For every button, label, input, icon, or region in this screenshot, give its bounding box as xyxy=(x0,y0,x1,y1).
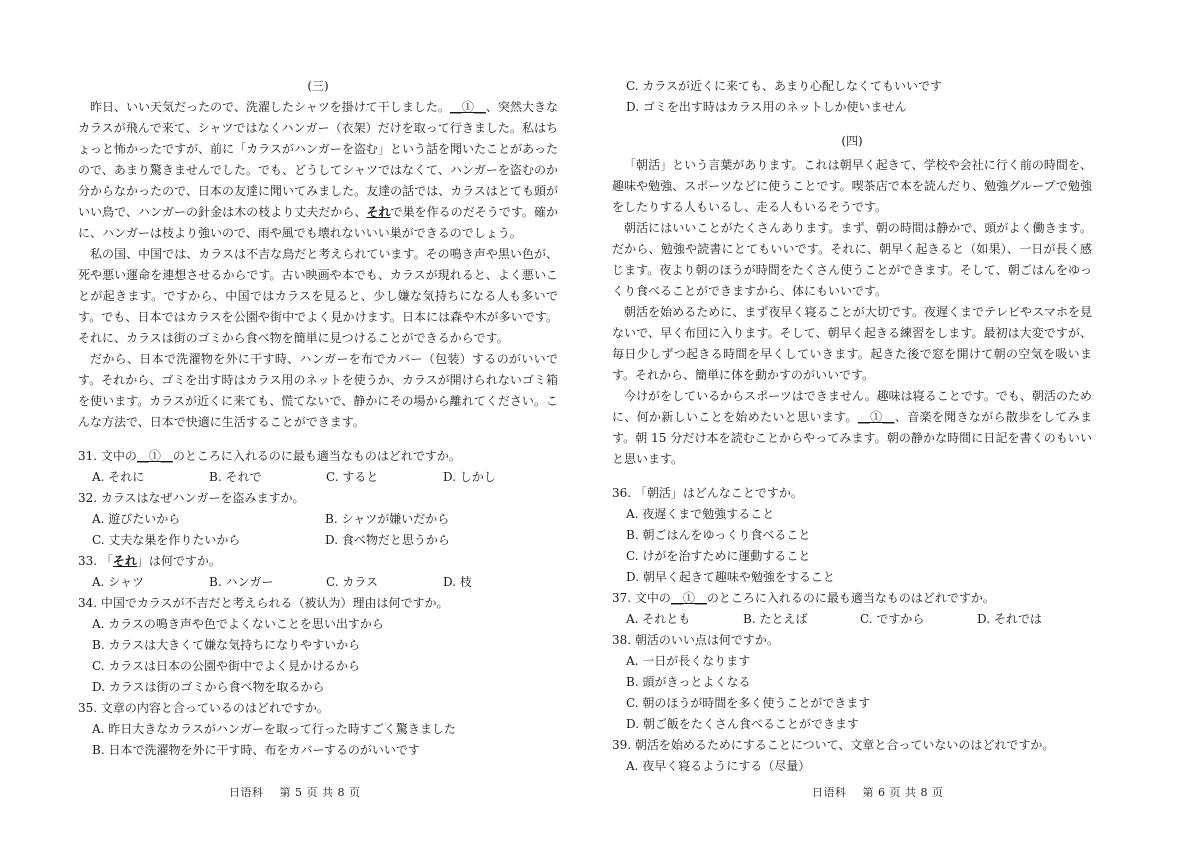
question-34-stem: 34. 中国でカラスが不吉だと考えられる（被认为）理由は何ですか。 xyxy=(78,596,449,610)
q31-option-a: A. それに xyxy=(92,470,145,484)
section-3-paragraph-3: だから、日本で洗濯物を外に干す時、ハンガーを布でカバー（包装）するのがいいです。それから、ゴミを出す時はカラス用のネットを使うか、カラスが開けられないゴミ箱を使います。カラスが近くに来ても、慌てないで、静かにその場から離れてください。こんな方法で、日本で快適に生活することができます。 xyxy=(78,352,558,429)
blank-1-section-4: __①__ xyxy=(857,410,895,424)
question-37-stem: 37. 文中の__①__のところに入れるのに最も適当なものはどれですか。 xyxy=(612,591,995,605)
question-37 xyxy=(612,588,1092,630)
page-5-footer: 日语科 第 5 页 共 8 页 xyxy=(229,786,361,799)
page-6-column xyxy=(612,0,1092,848)
q31-option-c: C. すると xyxy=(326,470,379,484)
question-35 xyxy=(78,698,558,761)
q37-option-c: C. ですから xyxy=(860,612,925,626)
q37-option-a: A. それとも xyxy=(626,612,691,626)
q32-option-d: D. 食べ物だと思うから xyxy=(325,533,450,547)
q31-option-b: B. それで xyxy=(209,470,262,484)
q35-option-b: B. 日本で洗濯物を外に干す時、布をカバーするのがいいです xyxy=(92,743,420,757)
q31-option-d: D. しかし xyxy=(443,470,496,484)
q38-option-c: C. 朝のほうが時間を多く使うことができます xyxy=(626,696,871,710)
underlined-sore: それ xyxy=(366,205,391,219)
q33-option-a: A. シャツ xyxy=(92,575,145,589)
q33-option-d: D. 枝 xyxy=(443,575,472,589)
q38-option-a: A. 一日が長くなります xyxy=(626,654,751,668)
section-4-paragraph-4: 今けがをしているからスポーツはできません。趣味は寝ることです。でも、朝活のために、何か新しいことを始めたいと思います。__①__、音楽を聞きながら散歩をしてみます。朝 15 分だけ本を読むことからやってみます。朝の静かな時間に日記を書くのもいいと思います。 xyxy=(612,389,1092,466)
question-37-blank: __①__ xyxy=(670,591,707,605)
q35-option-a: A. 昨日大きなカラスがハンガーを取って行った時すごく驚きました xyxy=(92,722,456,736)
section-3-paragraph-2: 私の国、中国では、カラスは不吉な鳥だと考えられています。その鳴き声や黒い色が、死や悪い運命を連想させるからです。古い映画や本でも、カラスが現れると、よく悪いことが起きます。ですから、中国ではカラスを見ると、少し嫌な気持ちになる人も多いです。でも、日本ではカラスを公園や街中でよく見かけます。日本には森や木が多いです。それに、カラスは街のゴミから食べ物を簡単に見つけることができるからです。 xyxy=(78,247,558,345)
q34-option-d: D. カラスは街のゴミから食べ物を取るから xyxy=(92,680,325,694)
question-38 xyxy=(612,630,1092,735)
q35-option-c: C. カラスが近くに来ても、あまり心配しなくてもいいです xyxy=(626,79,943,93)
q32-option-b: B. シャツが嫌いだから xyxy=(325,512,450,526)
q32-option-c: C. 丈夫な巣を作りたいから xyxy=(92,533,241,547)
question-35-stem: 35. 文章の内容と合っているのはどれですか。 xyxy=(78,701,329,715)
question-33-word: それ xyxy=(112,554,137,568)
blank-1: __①__ xyxy=(449,100,486,114)
q34-option-b: B. カラスは大きくて嫌な気持ちになりやすいから xyxy=(92,638,361,652)
question-38-stem: 38. 朝活のいい点は何ですか。 xyxy=(612,633,779,647)
question-32 xyxy=(78,488,558,551)
q37-option-d: D. それでは xyxy=(977,612,1042,626)
q38-option-d: D. 朝ご飯をたくさん食べることができます xyxy=(626,717,859,731)
q36-option-a: A. 夜遅くまで勉強すること xyxy=(626,507,775,521)
q34-option-a: A. カラスの鳴き声や色でよくないことを思い出すから xyxy=(92,617,384,631)
question-36 xyxy=(612,483,1092,588)
section-3-title: (三) xyxy=(307,79,329,93)
q39-option-a: A. 夜早く寝るようにする（尽量） xyxy=(626,759,811,773)
section-4-title: (四) xyxy=(841,134,863,148)
question-33 xyxy=(78,551,558,593)
q36-option-d: D. 朝早く起きて趣味や勉強をすること xyxy=(626,570,835,584)
q38-option-b: B. 頭がきっとよくなる xyxy=(626,675,751,689)
question-39 xyxy=(612,735,1092,777)
q32-option-a: A. 遊びたいから xyxy=(92,512,181,526)
section-4-paragraph-2: 朝活にはいいことがたくさんあります。まず、朝の時間は静かで、頭がよく働きます。だから、勉強や読書にとてもいいです。それに、朝早く起きると（如果）、一日が長く感じます。夜より朝のほうが時間をたくさん使うことができます。そして、朝ごはんをゆっくり食べることができますから、体にもいいです。 xyxy=(612,221,1092,298)
question-32-stem: 32. カラスはなぜハンガーを盗みますか。 xyxy=(78,491,305,505)
page-6-footer: 日语科 第 6 页 共 8 页 xyxy=(812,786,944,799)
q35-option-d: D. ゴミを出す時はカラス用のネットしか使いません xyxy=(626,100,907,114)
question-34 xyxy=(78,593,558,698)
question-39-stem: 39. 朝活を始めるためにすることについて、文章と合っていないのはどれですか。 xyxy=(612,738,1055,752)
page-5-column xyxy=(78,0,558,848)
q37-option-b: B. たとえば xyxy=(743,612,808,626)
q36-option-c: C. けがを治すために運動すること xyxy=(626,549,811,563)
question-31-stem: 31. 文中の__①__のところに入れるのに最も適当なものはどれですか。 xyxy=(78,449,461,463)
question-36-stem: 36. 「朝活」はどんなことですか。 xyxy=(612,486,803,500)
q36-option-b: B. 朝ごはんをゆっくり食べること xyxy=(626,528,811,542)
section-3-paragraph-1: 昨日、いい天気だったので、洗濯したシャツを掛けて干しました。__①__、突然大きなカラスが飛んで来て、シャツではなくハンガー（衣架）だけを取って行きました。私はちょっと怖かったですが、前に「カラスがハンガーを盗む」という話を聞いたことがあったので、あまり驚きませんでした。でも、どうしてシャツではなくて、ハンガーを盗むのか分からなかったので、日本の友達に聞いてみました。友達の話では、カラスはとても頭がいい鳥で、ハンガーの針金は木の枝より丈夫だから、それで巣を作るのだそうです。確かに、ハンガーは枝より強いので、雨や風でも壊れないいい巣ができるのでしょう。 xyxy=(78,100,558,240)
q33-option-c: C. カラス xyxy=(326,575,379,589)
question-33-stem: 33. 「それ」は何ですか。 xyxy=(78,554,221,568)
section-4-paragraph-1: 「朝活」という言葉があります。これは朝早く起きて、学校や会社に行く前の時間を、趣味や勉強、スポーツなどに使うことです。喫茶店で本を読んだり、勉強グループで勉強をしたりする人もいるし、走る人もいるそうです。 xyxy=(612,158,1092,214)
q33-option-b: B. ハンガー xyxy=(209,575,274,589)
section-4-paragraph-3: 朝活を始めるために、まず夜早く寝ることが大切です。夜遅くまでテレビやスマホを見ないで、早く布団に入ります。そして、朝早く起きる練習をします。最初は大変ですが、毎日少しずつ起きる時間を早くしていきます。起きた後で窓を開けて朝の空気を吸います。それから、簡単に体を動かすのがいいです。 xyxy=(612,305,1092,382)
question-31 xyxy=(78,446,558,488)
q34-option-c: C. カラスは日本の公園や街中でよく見かけるから xyxy=(92,659,361,673)
question-31-blank: __①__ xyxy=(136,449,173,463)
